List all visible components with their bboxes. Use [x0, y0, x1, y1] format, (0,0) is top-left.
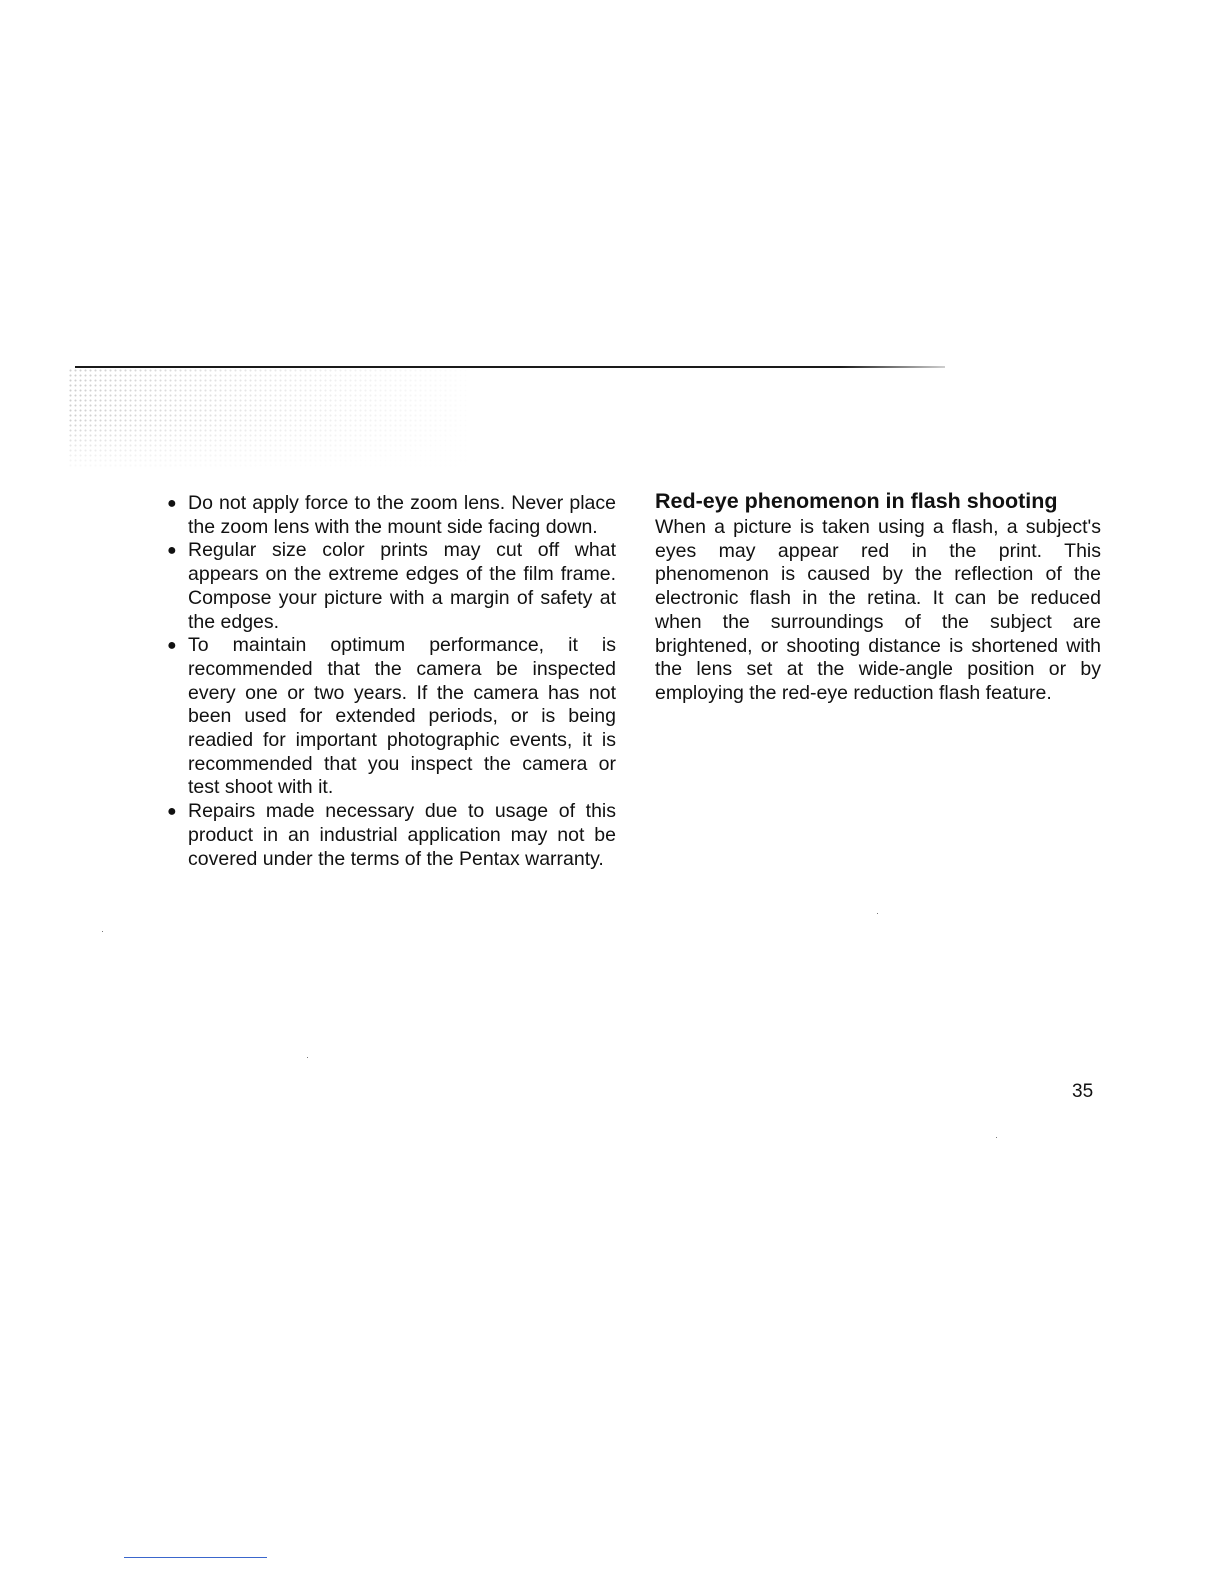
- scan-speck: [102, 931, 103, 932]
- list-item-text: Do not apply force to the zoom lens. Never place the zoom lens with the mount side facing down.: [188, 492, 616, 538]
- bullet-icon: ●: [167, 495, 177, 512]
- section-body: When a picture is taken using a flash, a subject's eyes may appear red in the print. This phenomenon is caused by the reflection of the electronic flash in the retina. It can be reduced when the surroundings of the subject are brightened, or shooting distance is shortened with the lens set at the wide-angle position or by employing the red-eye reduction flash feature.: [655, 516, 1101, 704]
- list-item-text: To maintain optimum performance, it is recommended that the camera be inspected every one or two years. If the camera has not been used for extended periods, or is being readied for important photographic events, it is recommended that you inspect the camera or test shoot with it.: [188, 634, 616, 799]
- list-item: [166, 800, 616, 871]
- scan-speck: [996, 1137, 997, 1138]
- bullet-icon: ●: [167, 803, 177, 821]
- bullet-icon: ●: [167, 542, 177, 560]
- halftone-fade: [68, 368, 468, 468]
- scan-speck: [877, 913, 878, 914]
- precautions-list: [166, 492, 616, 871]
- list-item-text: Repairs made necessary due to usage of this product in an industrial application may not be covered under the terms of the Pentax warranty.: [188, 800, 616, 870]
- bullet-icon: ●: [167, 637, 177, 655]
- list-item: [166, 634, 616, 800]
- red-eye-section: [655, 488, 1101, 706]
- scan-speck: [307, 1057, 308, 1058]
- list-item: [166, 492, 616, 539]
- page-number: 35: [1072, 1081, 1094, 1102]
- bottom-line: [124, 1557, 267, 1558]
- list-item: [166, 539, 616, 634]
- list-item-text: Regular size color prints may cut off what appears on the extreme edges of the film frame. Compose your picture with a margin of safety at the edges.: [188, 539, 616, 633]
- section-heading: Red-eye phenomenon in flash shooting: [655, 489, 1058, 513]
